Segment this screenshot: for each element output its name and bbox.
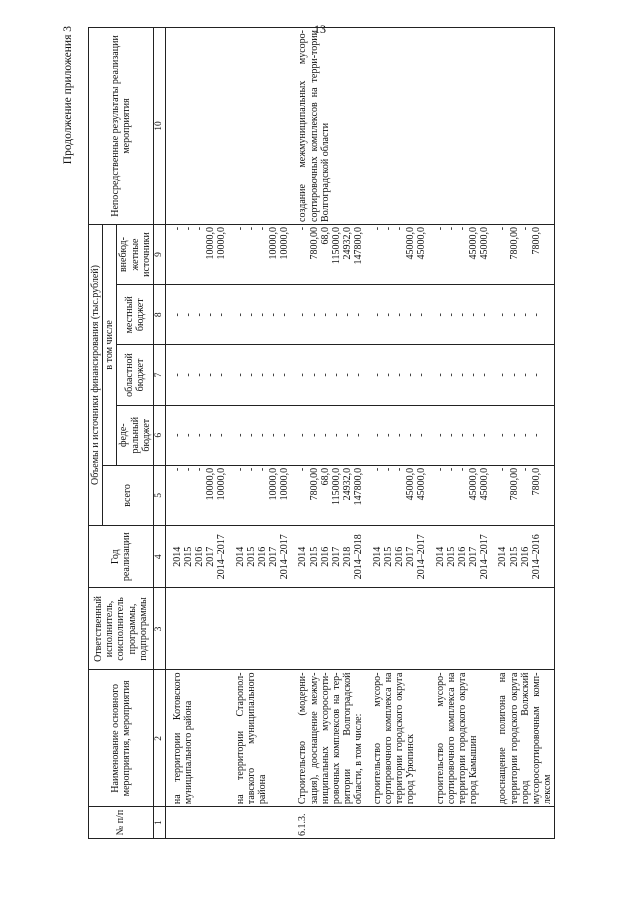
row-local-value: - bbox=[497, 313, 509, 317]
row-years-value: 2017 bbox=[468, 546, 480, 567]
row-extra-value: - bbox=[497, 226, 509, 231]
row-years bbox=[165, 526, 228, 588]
row-extra-value: 45000,0 bbox=[405, 226, 417, 260]
financing-table bbox=[88, 27, 555, 839]
row-local-value: - bbox=[216, 313, 228, 317]
row-regional-value: - bbox=[382, 373, 394, 377]
row-local-value: - bbox=[182, 313, 194, 317]
row-years-value: 2014–2018 bbox=[353, 534, 365, 580]
row-regional-value: - bbox=[308, 373, 320, 377]
row-regional-value: - bbox=[245, 373, 257, 377]
row-extra-value: 45000,0 bbox=[479, 226, 491, 260]
row-result: создание межмуниципальных мусоро-сортировочных комплексов на терри-тории Волгоградской области bbox=[291, 28, 365, 225]
row-regional-value: - bbox=[519, 373, 531, 377]
header-funding: Объемы и источники финансирования (тыс.рублей) bbox=[89, 224, 103, 525]
row-federal-value: - bbox=[308, 433, 320, 437]
row-regional-value: - bbox=[234, 373, 246, 377]
table-row bbox=[291, 28, 365, 839]
header-regional: областной бюджет bbox=[117, 345, 154, 405]
column-number: 6 bbox=[153, 405, 165, 465]
row-federal bbox=[366, 405, 429, 465]
header-result: Непосредственные результаты реализации мероприятия bbox=[89, 28, 154, 225]
row-local-value: - bbox=[405, 313, 417, 317]
row-regional bbox=[229, 345, 292, 405]
row-local bbox=[229, 285, 292, 345]
row-years-value: 2015 bbox=[245, 546, 257, 567]
row-federal-value: - bbox=[279, 433, 291, 437]
row-years-value: 2017 bbox=[268, 546, 280, 567]
row-extra-value: - bbox=[171, 226, 183, 231]
row-extra-value: - bbox=[445, 226, 457, 231]
row-years-value: 2014 bbox=[371, 546, 383, 567]
row-total-value: 10000,0 bbox=[268, 467, 280, 501]
row-extra-value: 115000,0 bbox=[331, 226, 342, 265]
row-years-value: 2014–2017 bbox=[416, 534, 428, 580]
row-regional bbox=[429, 345, 492, 405]
row-name: дооснащение полигона на территории городского округа город Волжский мусоросортировочным комп-лексом bbox=[491, 670, 554, 807]
row-federal-value: - bbox=[256, 433, 268, 437]
row-total-value: - bbox=[256, 467, 268, 472]
row-regional-value: - bbox=[193, 373, 205, 377]
column-number: 8 bbox=[153, 285, 165, 345]
row-federal-value: - bbox=[434, 433, 446, 437]
column-number: 4 bbox=[153, 526, 165, 588]
row-extra-value: - bbox=[193, 226, 205, 231]
row-years bbox=[366, 526, 429, 588]
row-local-value: - bbox=[331, 313, 342, 317]
row-responsible bbox=[229, 588, 292, 670]
row-local-value: - bbox=[531, 313, 542, 317]
row-extra-value: 7800,0 bbox=[531, 226, 542, 255]
row-years-value: 2014 bbox=[234, 546, 246, 567]
row-regional-value: - bbox=[468, 373, 480, 377]
row-federal bbox=[229, 405, 292, 465]
row-federal-value: - bbox=[297, 433, 309, 437]
row-name: на территории Старопол-тавского муниципального района bbox=[229, 670, 292, 807]
row-total-value: 10000,0 bbox=[205, 467, 217, 501]
row-result bbox=[165, 28, 228, 225]
row-total-value: - bbox=[371, 467, 383, 472]
row-total-value: 45000,0 bbox=[405, 467, 417, 501]
row-years-value: 2015 bbox=[382, 546, 394, 567]
row-total-value: 7800,00 bbox=[508, 467, 520, 501]
row-federal-value: - bbox=[193, 433, 205, 437]
row-number bbox=[491, 807, 554, 839]
row-years-value: 2014–2016 bbox=[531, 534, 542, 580]
table-row bbox=[491, 28, 554, 839]
row-local-value: - bbox=[416, 313, 428, 317]
row-local bbox=[291, 285, 365, 345]
row-federal-value: - bbox=[519, 433, 531, 437]
header-federal: феде-ральный бюджет bbox=[117, 405, 154, 465]
row-years-value: 2014 bbox=[171, 546, 183, 567]
header-incl: в том числе bbox=[103, 224, 117, 465]
row-years-value: 2015 bbox=[308, 546, 320, 567]
row-regional-value: - bbox=[205, 373, 217, 377]
row-local-value: - bbox=[256, 313, 268, 317]
row-regional-value: - bbox=[279, 373, 291, 377]
row-local-value: - bbox=[297, 313, 309, 317]
table-body bbox=[165, 28, 555, 839]
row-regional-value: - bbox=[182, 373, 194, 377]
row-extra-value: 7800,00 bbox=[308, 226, 320, 260]
column-number: 3 bbox=[153, 588, 165, 670]
row-local-value: - bbox=[342, 313, 354, 317]
row-federal-value: - bbox=[393, 433, 405, 437]
row-federal-value: - bbox=[216, 433, 228, 437]
row-years-value: 2015 bbox=[182, 546, 194, 567]
column-number-row bbox=[153, 28, 165, 839]
row-local-value: - bbox=[382, 313, 394, 317]
row-total-value: - bbox=[393, 467, 405, 472]
row-extra bbox=[165, 224, 228, 284]
row-federal bbox=[165, 405, 228, 465]
row-federal-value: - bbox=[371, 433, 383, 437]
row-years bbox=[229, 526, 292, 588]
column-number: 2 bbox=[153, 670, 165, 807]
row-federal-value: - bbox=[456, 433, 468, 437]
page-number: 13 bbox=[314, 22, 326, 36]
row-total bbox=[429, 465, 492, 525]
row-total-value: 7800,0 bbox=[531, 467, 542, 496]
row-local-value: - bbox=[434, 313, 446, 317]
row-extra-value: - bbox=[245, 226, 257, 231]
row-total bbox=[291, 465, 365, 525]
row-local-value: - bbox=[456, 313, 468, 317]
table-row bbox=[165, 28, 228, 839]
row-years-value: 2016 bbox=[319, 546, 331, 567]
row-total-value: 68,0 bbox=[319, 467, 331, 486]
row-extra bbox=[491, 224, 554, 284]
row-federal-value: - bbox=[331, 433, 342, 437]
row-local-value: - bbox=[371, 313, 383, 317]
row-total-value: 10000,0 bbox=[279, 467, 291, 501]
column-number: 9 bbox=[153, 224, 165, 284]
row-years bbox=[429, 526, 492, 588]
row-years-value: 2016 bbox=[256, 546, 268, 567]
row-total-value: - bbox=[234, 467, 246, 472]
row-total-value: - bbox=[193, 467, 205, 472]
row-federal-value: - bbox=[182, 433, 194, 437]
row-total-value: - bbox=[434, 467, 446, 472]
row-total-value: 45000,0 bbox=[468, 467, 480, 501]
row-federal-value: - bbox=[234, 433, 246, 437]
table-row bbox=[229, 28, 292, 839]
row-total-value: 24932,0 bbox=[342, 467, 354, 501]
row-local-value: - bbox=[468, 313, 480, 317]
row-responsible bbox=[429, 588, 492, 670]
row-extra-value: - bbox=[256, 226, 268, 231]
row-local-value: - bbox=[479, 313, 491, 317]
row-regional-value: - bbox=[342, 373, 354, 377]
row-federal-value: - bbox=[171, 433, 183, 437]
row-local-value: - bbox=[193, 313, 205, 317]
row-name: строительство мусоро-сортировочного комплекса на территории городского округа город Урюпинск bbox=[366, 670, 429, 807]
row-regional-value: - bbox=[434, 373, 446, 377]
row-extra bbox=[366, 224, 429, 284]
row-local-value: - bbox=[519, 313, 531, 317]
row-regional-value: - bbox=[268, 373, 280, 377]
row-regional-value: - bbox=[456, 373, 468, 377]
row-number bbox=[366, 807, 429, 839]
row-extra-value: 68,0 bbox=[319, 226, 331, 245]
row-total-value: 115000,0 bbox=[331, 467, 342, 505]
row-local-value: - bbox=[268, 313, 280, 317]
row-federal-value: - bbox=[319, 433, 331, 437]
row-extra-value: - bbox=[393, 226, 405, 231]
row-regional-value: - bbox=[405, 373, 417, 377]
row-regional-value: - bbox=[256, 373, 268, 377]
row-local-value: - bbox=[245, 313, 257, 317]
row-federal-value: - bbox=[497, 433, 509, 437]
row-local-value: - bbox=[234, 313, 246, 317]
row-total-value: - bbox=[519, 467, 531, 472]
column-number: 1 bbox=[153, 807, 165, 839]
row-regional-value: - bbox=[331, 373, 342, 377]
row-regional bbox=[491, 345, 554, 405]
row-extra-value: 7800,00 bbox=[508, 226, 520, 260]
row-years-value: 2014 bbox=[434, 546, 446, 567]
row-regional-value: - bbox=[393, 373, 405, 377]
row-total-value: - bbox=[497, 467, 509, 472]
header-local: местный бюджет bbox=[117, 285, 154, 345]
row-extra bbox=[229, 224, 292, 284]
row-extra-value: 10000,0 bbox=[205, 226, 217, 260]
table-row bbox=[429, 28, 492, 839]
row-federal bbox=[491, 405, 554, 465]
row-name: Строительство (модерни-зация), дооснащение межму-ниципальных мусоросорти-ровочных комплексов на тер-ритории Волгоградской области, в том числе: bbox=[291, 670, 365, 807]
row-years-value: 2015 bbox=[445, 546, 457, 567]
row-years-value: 2016 bbox=[393, 546, 405, 567]
row-extra-value: 24932,0 bbox=[342, 226, 354, 260]
row-federal-value: - bbox=[245, 433, 257, 437]
row-years-value: 2014 bbox=[297, 546, 309, 567]
row-extra-value: - bbox=[234, 226, 246, 231]
row-total-value: - bbox=[182, 467, 194, 472]
row-extra-value: - bbox=[297, 226, 309, 231]
row-number: 6.1.3. bbox=[291, 807, 365, 839]
row-federal-value: - bbox=[416, 433, 428, 437]
continuation-title: Продолжение приложения 3 bbox=[62, 26, 74, 165]
row-local-value: - bbox=[308, 313, 320, 317]
row-federal bbox=[291, 405, 365, 465]
row-regional-value: - bbox=[416, 373, 428, 377]
row-years-value: 2014–2017 bbox=[216, 534, 228, 580]
row-years-value: 2016 bbox=[456, 546, 468, 567]
header-year: Год реализации bbox=[89, 526, 154, 588]
row-regional-value: - bbox=[353, 373, 365, 377]
row-regional-value: - bbox=[319, 373, 331, 377]
row-total-value: 147800,0 bbox=[353, 467, 365, 506]
row-result bbox=[491, 28, 554, 225]
row-extra-value: - bbox=[382, 226, 394, 231]
row-total-value: 7800,00 bbox=[308, 467, 320, 501]
row-years-value: 2017 bbox=[331, 546, 342, 567]
row-regional-value: - bbox=[445, 373, 457, 377]
row-result bbox=[366, 28, 429, 225]
row-regional-value: - bbox=[508, 373, 520, 377]
row-responsible bbox=[165, 588, 228, 670]
row-extra-value: 147800,0 bbox=[353, 226, 365, 265]
header-name: Наименование основного мероприятия, мероприятия bbox=[89, 670, 154, 807]
row-regional-value: - bbox=[531, 373, 542, 377]
row-years-value: 2015 bbox=[508, 546, 520, 567]
row-local-value: - bbox=[279, 313, 291, 317]
row-local-value: - bbox=[445, 313, 457, 317]
row-regional-value: - bbox=[216, 373, 228, 377]
row-extra-value: - bbox=[519, 226, 531, 231]
row-responsible bbox=[491, 588, 554, 670]
row-federal-value: - bbox=[382, 433, 394, 437]
row-extra-value: - bbox=[182, 226, 194, 231]
column-number: 5 bbox=[153, 465, 165, 525]
table-row bbox=[366, 28, 429, 839]
row-federal-value: - bbox=[205, 433, 217, 437]
row-local bbox=[429, 285, 492, 345]
row-result bbox=[429, 28, 492, 225]
column-number: 7 bbox=[153, 345, 165, 405]
row-extra-value: 45000,0 bbox=[416, 226, 428, 260]
row-local-value: - bbox=[508, 313, 520, 317]
row-extra-value: - bbox=[371, 226, 383, 231]
row-total-value: 10000,0 bbox=[216, 467, 228, 501]
row-local-value: - bbox=[353, 313, 365, 317]
header-total: всего bbox=[103, 465, 154, 525]
row-federal bbox=[429, 405, 492, 465]
row-total bbox=[491, 465, 554, 525]
row-responsible bbox=[291, 588, 365, 670]
row-federal-value: - bbox=[531, 433, 542, 437]
row-regional bbox=[291, 345, 365, 405]
row-local bbox=[366, 285, 429, 345]
row-years-value: 2014–2017 bbox=[479, 534, 491, 580]
row-total-value: 45000,0 bbox=[416, 467, 428, 501]
row-extra-value: 10000,0 bbox=[268, 226, 280, 260]
row-number bbox=[229, 807, 292, 839]
row-local-value: - bbox=[319, 313, 331, 317]
row-years bbox=[491, 526, 554, 588]
row-years-value: 2018 bbox=[342, 546, 354, 567]
row-federal-value: - bbox=[353, 433, 365, 437]
row-local-value: - bbox=[205, 313, 217, 317]
row-federal-value: - bbox=[508, 433, 520, 437]
row-years-value: 2016 bbox=[519, 546, 531, 567]
header-n: № п/п bbox=[89, 807, 154, 839]
row-years-value: 2017 bbox=[405, 546, 417, 567]
row-local bbox=[491, 285, 554, 345]
row-years-value: 2014–2017 bbox=[279, 534, 291, 580]
row-years-value: 2014 bbox=[497, 546, 509, 567]
row-federal-value: - bbox=[479, 433, 491, 437]
row-extra bbox=[291, 224, 365, 284]
row-federal-value: - bbox=[342, 433, 354, 437]
row-regional-value: - bbox=[479, 373, 491, 377]
row-total bbox=[366, 465, 429, 525]
row-total-value: - bbox=[445, 467, 457, 472]
row-extra-value: - bbox=[434, 226, 446, 231]
row-total bbox=[229, 465, 292, 525]
row-regional-value: - bbox=[297, 373, 309, 377]
header-responsible: Ответственный исполнитель, соисполнитель программы, подпрограммы bbox=[89, 588, 154, 670]
row-name: строительство мусоро-сортировочного комплекса на территории городского округа город Камышин bbox=[429, 670, 492, 807]
row-responsible bbox=[366, 588, 429, 670]
row-years-value: 2016 bbox=[193, 546, 205, 567]
row-extra-value: 10000,0 bbox=[279, 226, 291, 260]
row-extra bbox=[429, 224, 492, 284]
row-name: на территории Котовского муниципального района bbox=[165, 670, 228, 807]
row-years-value: 2017 bbox=[205, 546, 217, 567]
row-years bbox=[291, 526, 365, 588]
row-federal-value: - bbox=[445, 433, 457, 437]
row-regional bbox=[366, 345, 429, 405]
row-local-value: - bbox=[171, 313, 183, 317]
row-local bbox=[165, 285, 228, 345]
row-total-value: - bbox=[382, 467, 394, 472]
row-total-value: - bbox=[171, 467, 183, 472]
row-total-value: - bbox=[456, 467, 468, 472]
row-regional-value: - bbox=[171, 373, 183, 377]
row-total-value: - bbox=[297, 467, 309, 472]
row-extra-value: - bbox=[456, 226, 468, 231]
row-number bbox=[429, 807, 492, 839]
row-local-value: - bbox=[393, 313, 405, 317]
row-regional-value: - bbox=[371, 373, 383, 377]
row-regional bbox=[165, 345, 228, 405]
row-extra-value: 45000,0 bbox=[468, 226, 480, 260]
column-number: 10 bbox=[153, 28, 165, 225]
row-total-value: - bbox=[245, 467, 257, 472]
row-total bbox=[165, 465, 228, 525]
row-total-value: 45000,0 bbox=[479, 467, 491, 501]
row-federal-value: - bbox=[468, 433, 480, 437]
row-number bbox=[165, 807, 228, 839]
row-federal-value: - bbox=[405, 433, 417, 437]
row-result bbox=[229, 28, 292, 225]
row-extra-value: 10000,0 bbox=[216, 226, 228, 260]
row-regional-value: - bbox=[497, 373, 509, 377]
row-federal-value: - bbox=[268, 433, 280, 437]
header-extra: внебюд-жетные источники bbox=[117, 224, 154, 284]
